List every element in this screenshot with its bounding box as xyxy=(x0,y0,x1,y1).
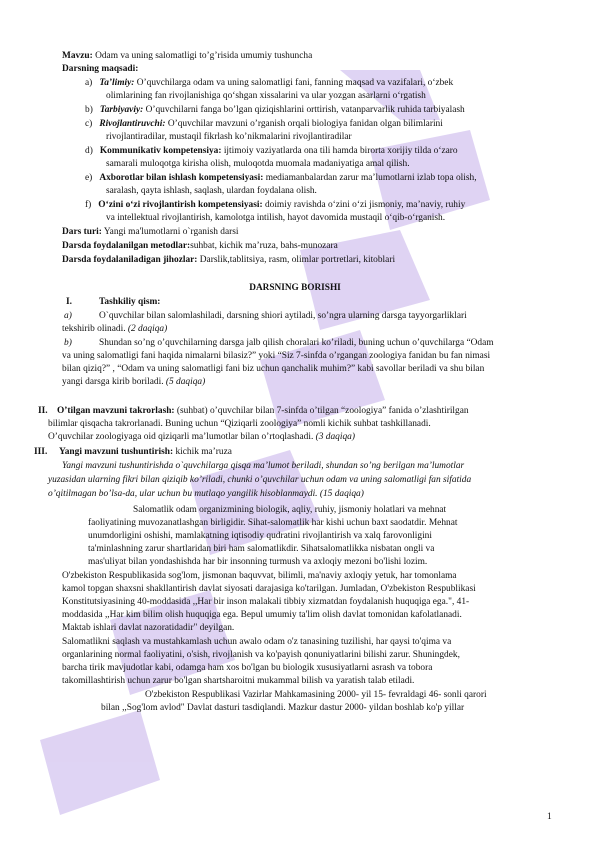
goal-letter: f) xyxy=(85,200,92,210)
goal-text: ijtimoiy vaziyatlarda ona tili hamda birorta xorijiy tilda o‘zaro xyxy=(221,146,458,156)
section-2-number: II. xyxy=(38,406,48,416)
section-3-text: kichik ma’ruza xyxy=(173,447,232,457)
goal-d-cont: samarali muloqotga kirisha olish, muloqotda muomala madaniyatiga amal qilish. xyxy=(106,159,410,169)
goal-letter: c) xyxy=(85,119,93,129)
item-b-line1: Shundan so’ng o’quvchilarning darsga jalb qilish choralari ko’riladi, buning uchun o’quvchilarga “Odam xyxy=(99,338,494,348)
body-p2-line3: Konstitutsiyasining 40-moddasida ,,Har bir inson malakali tibbiy xizmatdan foydalanish huquqiga ega.", 41- xyxy=(62,597,470,607)
lesson-type xyxy=(62,226,239,238)
topic-text: Odam va uning salomatligi to’g’risida umumiy tushuncha xyxy=(92,51,313,61)
intro-line1: Yangi mavzuni tushuntirishda o`quvchilarga qisqa ma’lumot beriladi, shundan so’ng berilgan ma’lumotlar xyxy=(62,461,465,471)
section-2-title: O’tilgan mavzuni takrorlash: xyxy=(57,406,175,416)
goals-heading: Darsning maqsadi: xyxy=(62,64,139,74)
equipment-label: Darsda foydalaniladigan jihozlar: xyxy=(62,255,198,265)
section-3-title: Yangi mavzuni tushuntirish: xyxy=(59,447,174,457)
item-b-time: (5 daqiqa) xyxy=(163,377,206,387)
goal-b xyxy=(85,104,465,116)
goal-d xyxy=(85,145,458,157)
goal-title: Rivojlantiruvchi: xyxy=(99,119,166,129)
methods xyxy=(62,240,338,252)
goal-title: O‘zini o‘zi rivojlantirish kompetensiyasi: xyxy=(98,200,263,210)
body-p2-line5: Maktab ishlari davlat nazoratidadir" deyilgan. xyxy=(62,623,235,633)
goal-title: Ta’limiy: xyxy=(99,78,135,88)
item-b-line2: va uning salomatligi fani haqida nimalarni bilasiz?” yoki “Siz 7-sinfda o’rgangan zoologiya fanidan bu fan nimasi xyxy=(62,351,491,361)
body-p1-line1: Salomatlik odam organizmining biologik, aqliy, ruhiy, jismoniy holatlari va mehnat xyxy=(133,505,447,515)
goal-e-cont: saralash, qayta ishlash, saqlash, ulardan foydalana olish. xyxy=(106,186,317,196)
lesson-type-text: Yangi ma'lumotlarni o`rganish darsi xyxy=(101,227,239,237)
goal-letter: e) xyxy=(85,173,93,183)
body-p4-line1: O'zbekiston Respublikasi Vazirlar Mahkamasining 2000- yil 15- fevraldagi 46- sonli qarori xyxy=(145,690,487,700)
item-b-line3: bilan qiziq?” , “Odam va uning salomatligi fani biz uchun qanchalik muhim?” kabi savollar beriladi va shu bilan xyxy=(62,364,485,374)
goal-f-cont: va intellektual rivojlantirish, kamolotga intilish, hayot davomida mustaqil o‘qib-o‘rganish. xyxy=(106,213,446,223)
body-p2-line2: kamol topgan shaxsni shakllantirish davlat siyosati darajasiga ko'tarilgan. Jumladan, O'zbekiston Respublikasi xyxy=(62,584,476,594)
methods-label: Darsda foydalanilgan metodlar: xyxy=(62,241,191,251)
body-p4-line2: bilan ,,Sog'lom avlod" Davlat dasturi tasdiqlandi. Mazkur dastur 2000- yildan boshlab ko'p yillar xyxy=(101,703,465,713)
goal-text: O’quvchilarni fanga bo’lgan qiziqishlarini orttirish, vatanparvarlik ruhida tarbiyalash xyxy=(143,105,465,115)
item-b-text: yangi darsga kirib boriladi. xyxy=(62,377,164,387)
intro-line3: o’qitilmagan bo’lsa-da, ular uchun bu mutlaqo yangilik hisoblanmaydi. (15 daqiqa) xyxy=(48,489,364,499)
goal-a xyxy=(85,77,453,89)
goal-a-cont: olimlarining fan rivojlanishiga qo‘shgan xissalarini va ular yozgan asarlarni o‘rgatish xyxy=(106,91,426,101)
goal-text: mediamanbalardan zarur ma’lumotlarni izlab topa olish, xyxy=(263,173,477,183)
goal-letter: a) xyxy=(85,78,93,88)
goal-text: doimiy ravishda o‘zini o‘zi jismoniy, ma’naviy, ruhiy xyxy=(262,200,466,210)
goal-text: O’quvchilarga odam va uning salomatligi fani, fanning maqsad va vazifalari, o‘zbek xyxy=(134,78,454,88)
body-p3-line1: Salomatlikni saqlash va mustahkamlash uchun awalo odam o'z tanasining tuzilishi, har qaysi to'qima va xyxy=(62,637,452,647)
methods-text: suhbat, kichik ma’ruza, bahs-munozara xyxy=(190,241,338,251)
equipment xyxy=(62,254,395,266)
body-p1-line2: faoliyatining muvozanatlashgan birligidir. Sihat-salomatlik har kishi uchun baxt saodatdir. Mehnat xyxy=(88,518,458,528)
section-2-time: (3 daqiqa) xyxy=(313,432,355,442)
topic-label: Mavzu: xyxy=(62,51,93,61)
goal-c xyxy=(85,118,443,130)
section-1-title: Tashkiliy qism: xyxy=(99,297,161,307)
section-3-line xyxy=(34,446,232,458)
topic-line xyxy=(62,50,312,62)
section-heading: DARSNING BORISHI xyxy=(249,283,341,293)
section-2-line2: bilimlar qisqacha takrorlanadi. Buning uchun “Qiziqarli zoologiya” nomli kichik suhbat tashkillanadi. xyxy=(48,419,431,429)
body-p1-line3: unumdorligini oshishi, mamlakatning iqtisodiy qudratini rivojlantirish va xalq farovonligini xyxy=(88,531,432,541)
goal-c-cont: rivojlantiradilar, mustaqil fikrlash ko’nikmalarini rivojlantiradilar xyxy=(106,132,352,142)
body-p2-line1: O'zbekiston Respublikasida sog'lom, jismonan baquvvat, bilimli, ma'naviy axloqiy yetuk, har tomonlama xyxy=(62,571,457,581)
goal-title: Axborotlar bilan ishlash kompetensiyasi: xyxy=(99,173,264,183)
body-p3-line3: barcha tirik mavjudotlar kabi, odamga ham xos bo'lgan bu biologik xususiyatlarni asrash va tobora xyxy=(62,663,433,673)
section-2-line1 xyxy=(38,405,469,417)
equipment-text: Darslik,tablitsiya, rasm, olimlar portretlari, kitoblari xyxy=(197,255,396,265)
section-2-text: (suhbat) o’quvchilar bilan 7-sinfda o’tilgan “zoologiya” fanida o’zlashtirilgan xyxy=(174,406,469,416)
body-p3-line2: organlarining normal faoliyatini, o'sish, rivojlanish va ko'payish qonuniyatlarini bilishi zarur. Shuningdek, xyxy=(62,650,460,660)
goal-f xyxy=(85,199,465,211)
body-p2-line4: moddasida ,,Har kim bilim olish huquqiga ega. Bepul umumiy ta'lim olish davlat tomonidan kafolatlanadi. xyxy=(62,610,462,620)
section-2-line3 xyxy=(48,431,355,443)
section-2-text3: O’quvchilar zoologiyaga oid qiziqarli ma’lumotlar bilan o’rtoqlashadi. xyxy=(48,432,314,442)
item-a-line2 xyxy=(62,323,167,335)
body-p1-line4: ta'minlashning zarur shartlaridan biri ham salomatlikdir. Sihatsalomatlikka nisbatan ongli va xyxy=(88,544,435,554)
body-p1-line5: mas'uliyat bilan yondashishda har bir insonning turmush va axloqiy mezoni bo'lishi lozim. xyxy=(88,557,428,567)
goal-letter: d) xyxy=(85,146,93,156)
item-a-line1: O`quvchilar bilan salomlashiladi, darsning shiori aytiladi, so’ngra ularning darsga tayyorgarliklari xyxy=(99,311,467,321)
item-b-line4 xyxy=(62,376,205,388)
intro-line2: yuzasidan ularning fikri bilan qiziqib ko’riladi, chunki o’quvchilar uchun odam va uning salomatligi fan sifatida xyxy=(48,475,472,485)
goal-text: O’quvchilar mavzuni o’rganish orqali biologiya fanidan olgan bilimlarini xyxy=(165,119,443,129)
item-a-letter: a) xyxy=(64,311,72,321)
goal-letter: b) xyxy=(85,105,93,115)
section-1-number: I. xyxy=(66,297,72,307)
goal-title: Kommunikativ kompetensiya: xyxy=(99,146,222,156)
goal-e xyxy=(85,172,477,184)
item-b-letter: b) xyxy=(64,338,72,348)
page-number: 1 xyxy=(547,812,552,822)
lesson-type-label: Dars turi: xyxy=(62,227,102,237)
item-a-text: tekshirib olinadi. xyxy=(62,324,126,334)
item-a-time: (2 daqiqa) xyxy=(125,324,168,334)
section-3-number: III. xyxy=(34,447,48,457)
goal-title: Tarbiyaviy: xyxy=(99,105,144,115)
body-p3-line4: takomillashtirish uchun zarur bo'lgan shartsharoitni mukammal bilish va yaratish talab etiladi. xyxy=(62,676,415,686)
